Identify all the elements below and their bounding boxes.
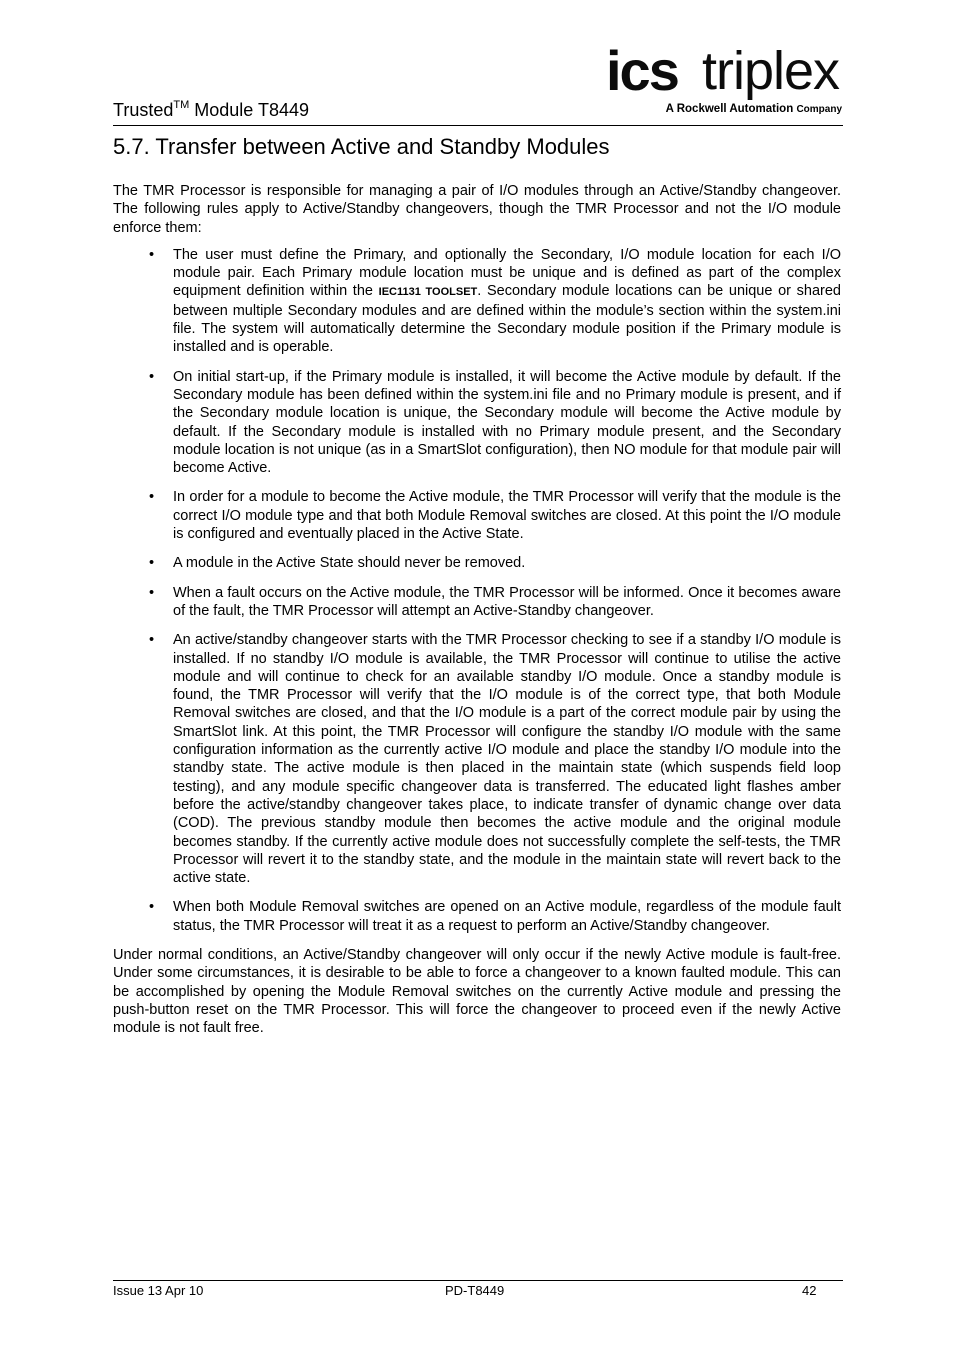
logo-ics-text: ics — [606, 39, 678, 102]
logo-triplex-text: triplex — [702, 41, 840, 101]
list-item — [113, 554, 841, 572]
list-item — [113, 246, 841, 357]
document-id: PD-T8449 — [445, 1283, 505, 1298]
logo-tagline — [606, 102, 842, 117]
company-logo — [606, 39, 842, 117]
section-heading: 5.7. Transfer between Active and Standby Modules — [113, 134, 610, 159]
list-item — [113, 368, 841, 478]
list-item-text: The user must define the Primary, and optionally the Secondary, I/O module location for each I/O module pair. Each Primary module location must be unique and is defined as part of the complex equipment definition within the — [173, 246, 841, 300]
issue-date: Issue 13 Apr 10 — [113, 1283, 204, 1298]
trademark-superscript: TM — [173, 99, 190, 111]
page-number: 42 — [802, 1283, 817, 1298]
logo-tagline-company: Company — [796, 104, 842, 115]
bullet-icon: • — [149, 899, 155, 916]
list-item-text: A module in the Active State should never be removed. — [173, 555, 526, 572]
list-item-text: When both Module Removal switches are opened on an Active module, regardless of the module fault status, the TMR Processor will treat it as a request to perform an Active/Standby changeover. — [173, 899, 841, 934]
list-item — [113, 488, 841, 543]
bullet-icon: • — [149, 584, 155, 601]
list-item — [113, 584, 841, 621]
list-item-text: . Secondary module locations can be unique or shared between multiple Secondary modules and are defined within the module’s section within the system.ini file. The system will automatically determine the Secondary module position if the Primary module is installed and is operable. — [173, 283, 841, 356]
list-item-text: On initial start-up, if the Primary module is installed, it will become the Active module by default. If the Secondary module has been defined within the system.ini file and no Primary module is present, and if the Secondary module location is unique, the Secondary module will become the Active module by default. If the Secondary module is installed with no Primary module present, and the Secondary module location is not unique (as in a SmartSlot configuration), then NO module for that module pair will become Active. — [173, 368, 841, 477]
intro-paragraph: The TMR Processor is responsible for managing a pair of I/O modules through an Active/Standby changeover. The following rules apply to Active/Standby changeovers, though the TMR Processor and not the I/O module enforce them: — [113, 183, 841, 236]
list-item-text: When a fault occurs on the Active module, the TMR Processor will be informed. Once it becomes aware of the fault, the TMR Processor will attempt an Active-Standby changeover. — [173, 584, 841, 619]
list-item — [113, 898, 841, 935]
bullet-icon: • — [149, 632, 155, 649]
toolset-name: IEC1131 TOOLSET — [378, 286, 478, 299]
document-title — [113, 99, 309, 121]
list-item-text: In order for a module to become the Active module, the TMR Processor will verify that the module is the correct I/O module type and that both Module Removal switches are closed. At this point the I/O module is configured and eventually placed in the Active State. — [173, 489, 841, 543]
footer-divider — [113, 1280, 843, 1281]
list-item-text: An active/standby changeover starts with the TMR Processor checking to see if a standby I/O module is installed. If no standby I/O module is available, the TMR Processor will continue to utilise the active module and will continue to check for an available standby I/O module. Once a standby module is found, the TMR Processor will verify that the I/O module is of the correct type, that both Module Removal switches are closed, and that the I/O module is a part of the correct module pair by using the SmartSlot link. At this point, the TMR Processor will configure the standby I/O module with the same configuration information as the currently active I/O module and place the standby I/O module into the standby state. The active module is then placed in the maintain state (which suspends field loop testing), and any module specific changeover data is transferred. The educated light flashes amber before the active/standby changeover takes place, to indicate transfer of dynamic change over data (COD). The previous standby module then becomes the active module and the original module becomes standby. If the currently active module does not successfully complete the self-tests, the TMR Processor will revert it to the standby state, and the module in the maintain state will revert back to the active state. — [173, 632, 841, 887]
rules-list — [113, 246, 841, 935]
section-body — [113, 182, 841, 1037]
doc-title-suffix: Module T8449 — [189, 100, 310, 120]
doc-title-prefix: Trusted — [113, 100, 174, 120]
bullet-icon: • — [149, 489, 155, 506]
list-item — [113, 631, 841, 887]
logo-wordmark — [606, 39, 842, 102]
header-divider — [113, 125, 843, 126]
bullet-icon: • — [149, 246, 155, 263]
closing-paragraph: Under normal conditions, an Active/Standby changeover will only occur if the newly Active module is fault-free. Under some circumstances, it is desirable to be able to force a changeover to a known faulted module. This can be accomplished by opening the Module Removal switches on the currently Active module and pressing the push-button reset on the TMR Processor. This will force the changeover to proceed even if the newly Active module is not fault free. — [113, 946, 841, 1037]
bullet-icon: • — [149, 368, 155, 385]
bullet-icon: • — [149, 555, 155, 572]
logo-tagline-main: A Rockwell Automation — [665, 103, 794, 115]
